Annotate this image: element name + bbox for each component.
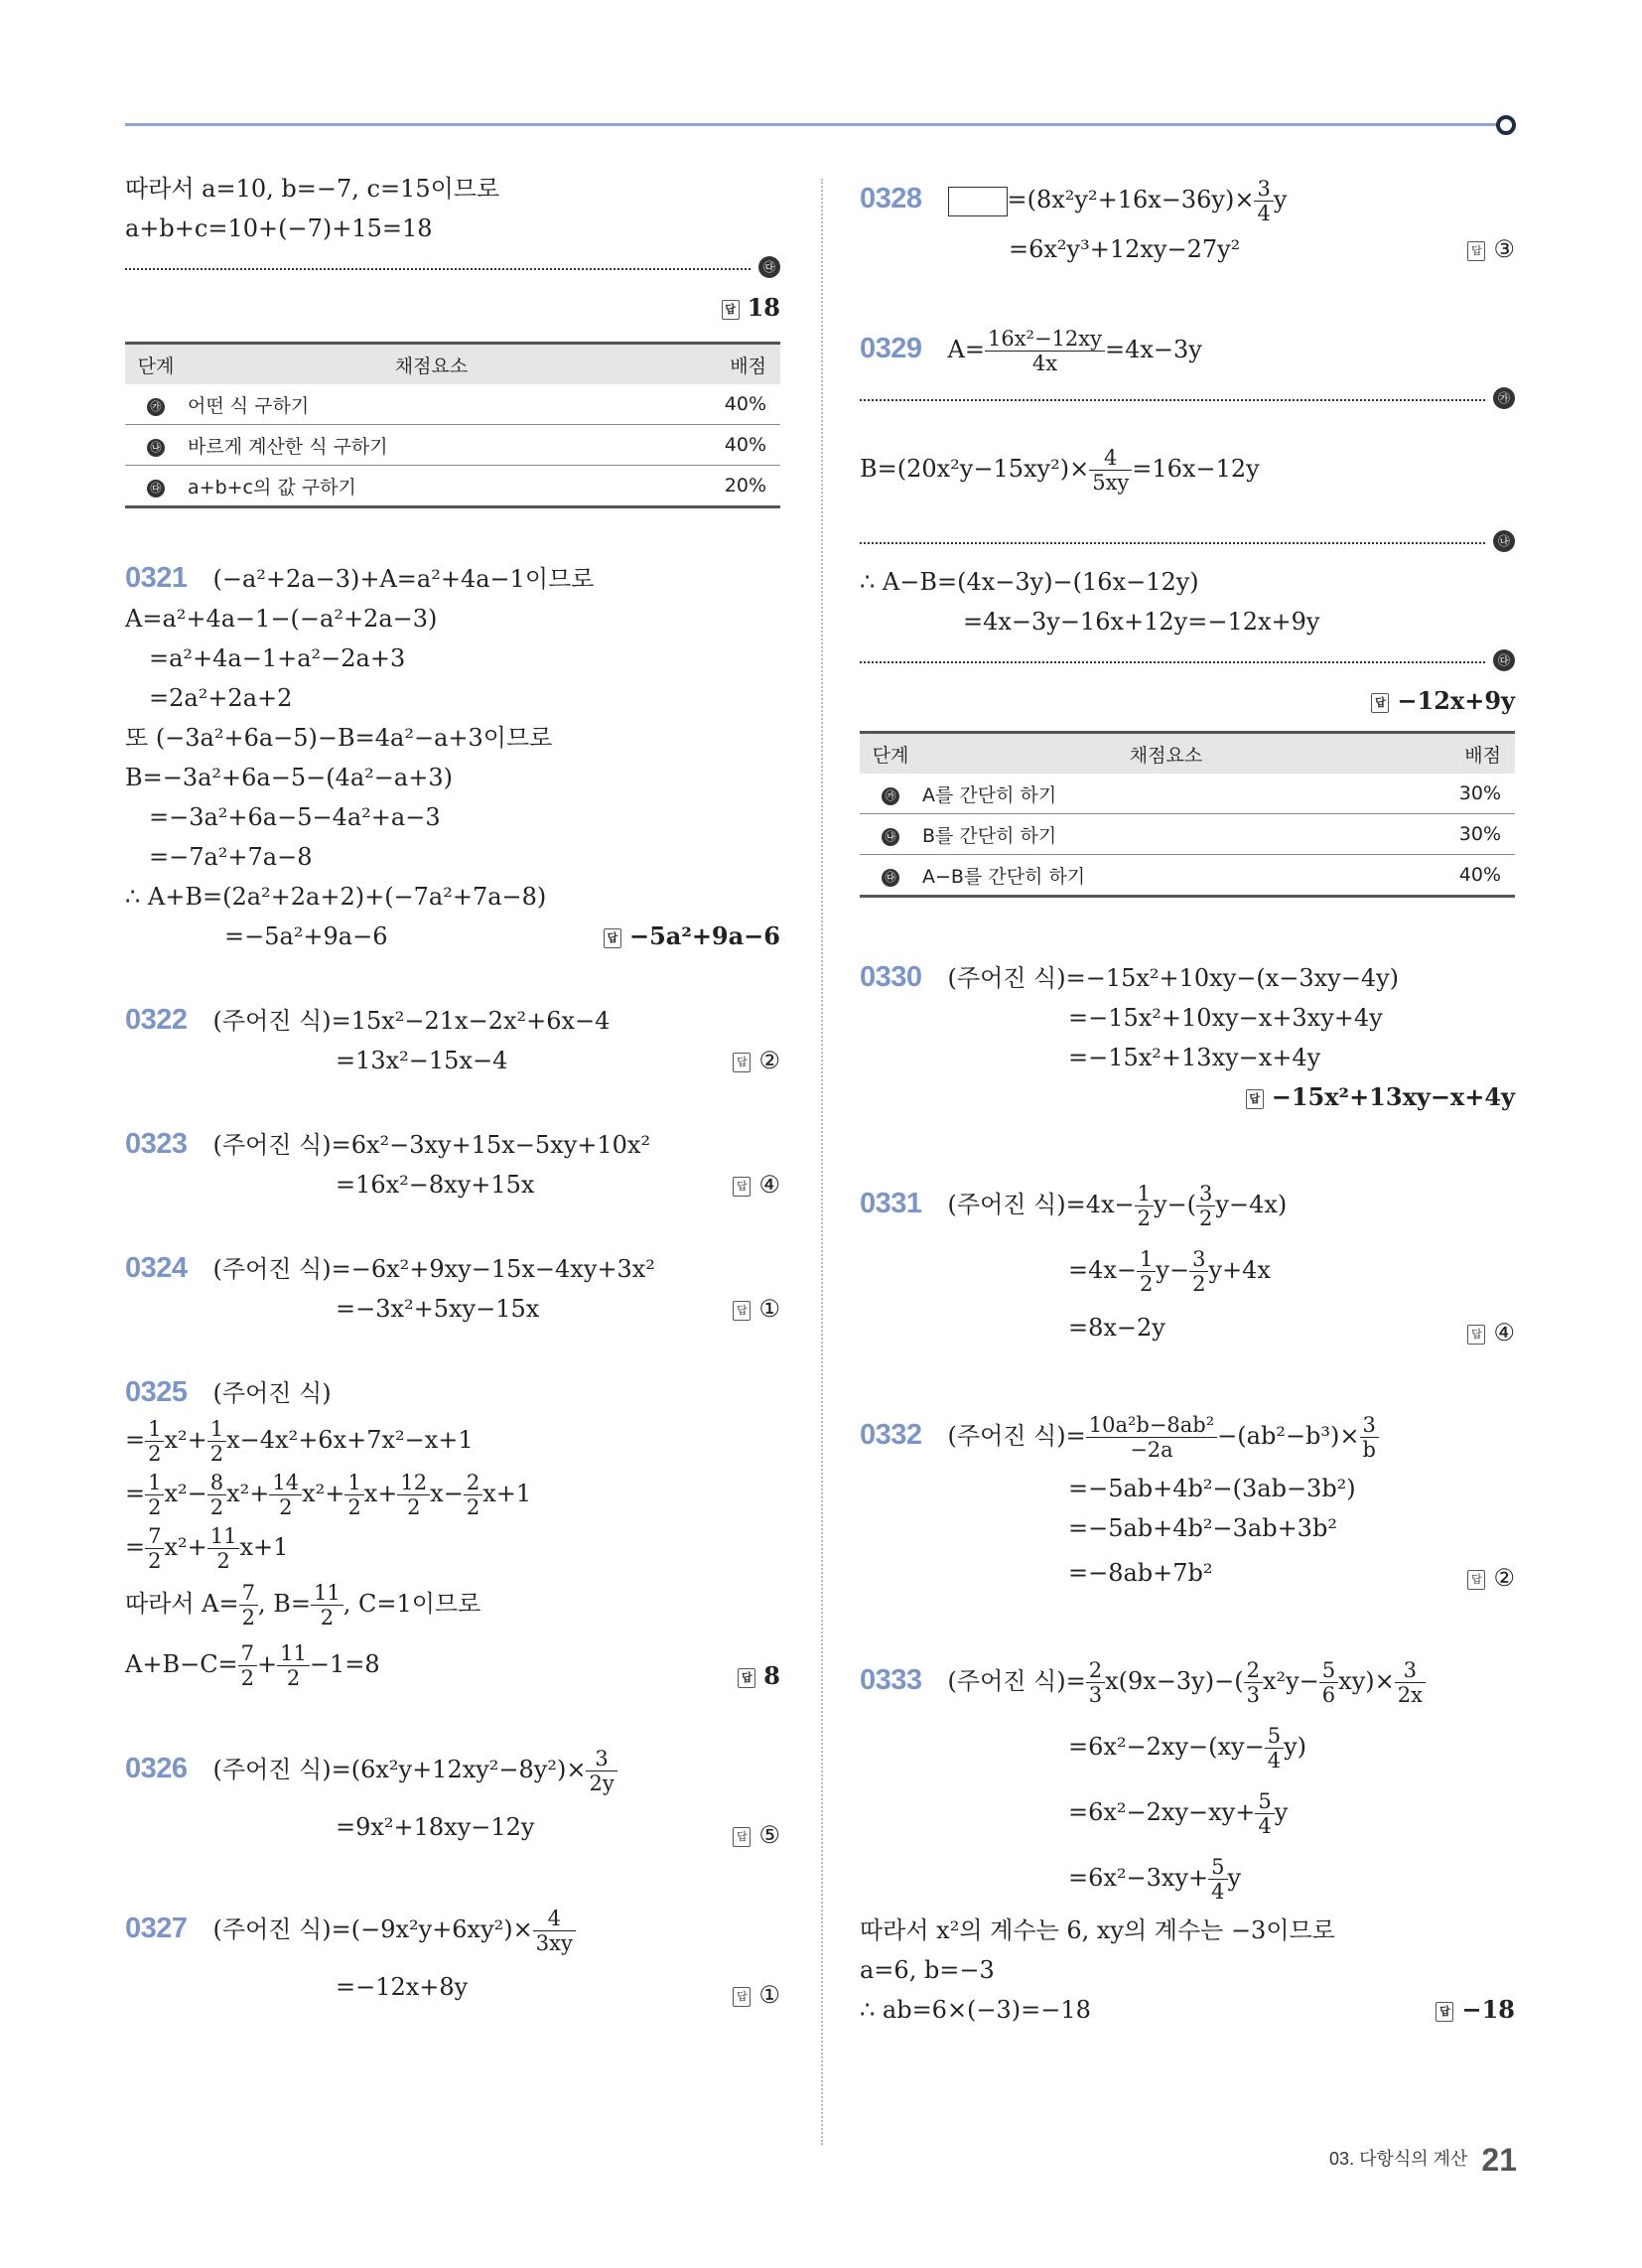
table-header-step: 단계	[125, 344, 187, 385]
problem-number: 0321	[125, 562, 188, 594]
column-divider	[821, 179, 823, 2145]
answer-0326: 답 ⑤	[733, 1807, 780, 1863]
problem-0328: 0328 =(8x²y²+16x−36y)× $\frac{3}{4}$ y	[860, 177, 1288, 225]
right-column	[860, 169, 1515, 2030]
solution-line: A+B−C= $\frac{7}{2}$ + $\frac{11}{2}$ −1=8 답 8	[125, 1633, 780, 1695]
answer-0329: 답 −12x+9y	[1371, 681, 1515, 721]
solution-line: =−5a²+9a−6 답 −5a²+9a−6	[125, 917, 780, 956]
solution-line: =6x²−2xy−xy+ $\frac{5}{4}$ y	[1068, 1789, 1289, 1838]
solution-line: =6x²−3xy+ $\frac{5}{4}$ y	[1068, 1855, 1242, 1904]
problem-0333: 0333 (주어진 식)= $\frac{2}{3}$ x(9x−3y)−( $\frac{2}{3}$ x²y− $\frac{5}{6}$ xy)× $\frac{3}{2x}$	[860, 1647, 1515, 1714]
solution-line: 따라서 A= $\frac{7}{2}$ , B= $\frac{11}{2}$ , C=1이므로	[125, 1581, 481, 1630]
solution-line: = $\frac{7}{2}$ x²+ $\frac{11}{2}$ x+1	[125, 1524, 289, 1573]
intro-answer: 답 18	[722, 288, 780, 328]
table-header-item: 채점요소	[187, 344, 676, 385]
problem-0332: 0332 (주어진 식)= $\frac{\text{10a²b−8ab²}}{-2a}$ −(ab²−b³)× $\frac{3}{b}$	[860, 1402, 1515, 1469]
problem-0321: 0321 (−a²+2a−3)+A=a²+4a−1이므로	[125, 562, 595, 594]
solution-line: ∴ A+B=(2a²+2a+2)+(−7a²+7a−8)	[125, 883, 547, 911]
grading-table-1	[125, 342, 780, 508]
answer-0324: 답 ①	[733, 1289, 780, 1329]
page-footer	[1329, 2142, 1517, 2179]
page-number: 21	[1481, 2142, 1517, 2178]
top-rule	[125, 123, 1505, 126]
solution-line: ∴ ab=6×(−3)=−18 답 −18	[860, 1990, 1515, 2030]
answer-0321: 답 −5a²+9a−6	[604, 917, 780, 956]
solution-line: 또 (−3a²+6a−5)−B=4a²−a+3이므로	[125, 724, 553, 752]
table-row: ㉯ 바르게 계산한 식 구하기 40%	[125, 425, 780, 466]
solution-line: A=a²+4a−1−(−a²+2a−3)	[125, 605, 438, 633]
problem-0331: 0331 (주어진 식)=4x− $\frac{1}{2}$ y−( $\frac{3}{2}$ y−4x)	[860, 1182, 1288, 1230]
problem-0324: 0324 (주어진 식)=−6x²+9xy−15x−4xy+3x²	[125, 1252, 655, 1284]
problem-0323: 0323 (주어진 식)=6x²−3xy+15x−5xy+10x²	[125, 1128, 651, 1160]
solution-line: B=(20x²y−15xy²)× $\frac{4}{5xy}$ =16x−12y	[860, 446, 1260, 495]
answer-0327: 답 ①	[733, 1967, 780, 2023]
solution-line: =−5ab+4b²−3ab+3b²	[1068, 1514, 1337, 1542]
table-row: ㉮ A를 간단히 하기 30%	[860, 774, 1515, 814]
step-separator: ㉯	[860, 522, 1515, 562]
solution-line: = $\frac{1}{2}$ x²+ $\frac{1}{2}$ x−4x²+6x+7x²−x+1	[125, 1417, 474, 1466]
answer-0330: 답 −15x²+13xy−x+4y	[1246, 1077, 1515, 1117]
left-column	[125, 169, 780, 2015]
chapter-title: 03. 다항식의 계산	[1329, 2148, 1468, 2169]
solution-line: =−12x+8y 답 ①	[125, 1959, 780, 2015]
intro-line-2: a+b+c=10+(−7)+15=18	[125, 214, 433, 242]
solution-line: =−3x²+5xy−15x 답 ①	[125, 1289, 780, 1329]
problem-0327: 0327 (주어진 식)=(−9x²y+6xy²)× $\frac{4}{3xy}$	[125, 1899, 780, 1959]
solution-line: =a²+4a−1+a²−2a+3	[149, 644, 406, 672]
solution-line: =−15x²+13xy−x+4y	[1068, 1044, 1321, 1071]
solution-line: B=−3a²+6a−5−(4a²−a+3)	[125, 764, 453, 791]
solution-line: =9x²+18xy−12y 답 ⑤	[125, 1799, 780, 1855]
problem-0322: 0322 (주어진 식)=15x²−21x−2x²+6x−4	[125, 1004, 611, 1036]
answer-0331: 답 ④	[1467, 1308, 1515, 1357]
solution-line: =−15x²+10xy−x+3xy+4y	[1068, 1004, 1383, 1032]
answer-0322: 답 ②	[733, 1041, 780, 1080]
answer-0332: 답 ②	[1467, 1553, 1515, 1603]
problem-0326: 0326 (주어진 식)=(6x²y+12xy²−8y²)× $\frac{3}{2y}$	[125, 1739, 780, 1799]
table-row: ㉰ A−B를 간단히 하기 40%	[860, 855, 1515, 897]
solution-line: =−8ab+7b² 답 ②	[860, 1548, 1515, 1598]
table-row: ㉮ 어떤 식 구하기 40%	[125, 384, 780, 425]
solution-line: ∴ A−B=(4x−3y)−(16x−12y)	[860, 568, 1199, 596]
solution-line: =4x−3y−16x+12y=−12x+9y	[963, 608, 1320, 636]
answer-0328: 답 ③	[1467, 229, 1515, 269]
step-separator: ㉰	[860, 641, 1515, 681]
step-separator: ㉮	[860, 379, 1515, 419]
solution-line: =6x²y³+12xy−27y² 답 ③	[860, 229, 1515, 269]
answer-icon: 답	[722, 300, 740, 320]
problem-0329: 0329 A= $\frac{\text{16x²−12xy}}{4x}$ =4x−3y	[860, 327, 1202, 375]
table-row: ㉯ B를 간단히 하기 30%	[860, 814, 1515, 855]
solution-line: =−5ab+4b²−(3ab−3b²)	[1068, 1475, 1356, 1502]
solution-line: a=6, b=−3	[860, 1956, 995, 1984]
intro-line-1: 따라서 a=10, b=−7, c=15이므로	[125, 175, 500, 203]
table-header-score: 배점	[676, 344, 780, 385]
step-separator	[125, 248, 780, 288]
grading-table-2: 단계 채점요소 배점 ㉮ A를 간단히 하기 30% ㉯ B를 간단히 하기 30% ㉰ A−B를 간단히 하기 40%	[860, 731, 1515, 898]
answer-row	[860, 681, 1515, 725]
solution-line: 따라서 x²의 계수는 6, xy의 계수는 −3이므로	[860, 1916, 1335, 1944]
solution-line: =16x²−8xy+15x 답 ④	[125, 1165, 780, 1205]
blank-box	[948, 187, 1008, 216]
solution-line: =−7a²+7a−8	[149, 843, 313, 871]
solution-line: =6x²−2xy−(xy− $\frac{5}{4}$ y)	[1068, 1724, 1306, 1772]
answer-0333: 답 −18	[1436, 1990, 1515, 2030]
solution-line: =13x²−15x−4 답 ②	[125, 1041, 780, 1080]
step-mark-3: ㉰	[758, 256, 780, 278]
solution-line: =4x− $\frac{1}{2}$ y− $\frac{3}{2}$ y+4x	[1068, 1247, 1271, 1296]
table-row: ㉰ a+b+c의 값 구하기 20%	[125, 466, 780, 507]
solution-line: =8x−2y 답 ④	[860, 1303, 1515, 1352]
problem-0330: 0330 (주어진 식)=−15x²+10xy−(x−3xy−4y)	[860, 961, 1400, 993]
solution-line: =−3a²+6a−5−4a²+a−3	[149, 803, 441, 831]
solution-line: = $\frac{1}{2}$ x²− $\frac{8}{2}$ x²+ $\frac{14}{2}$ x²+ $\frac{1}{2}$ x+ $\frac{12}{2}$ x− $\frac{2}{2}$ x+1	[125, 1471, 532, 1519]
answer-0323: 답 ④	[733, 1165, 780, 1205]
solution-line: =2a²+2a+2	[149, 684, 293, 712]
top-rule-dot	[1496, 115, 1516, 135]
answer-row	[860, 1077, 1515, 1121]
answer-0325: 답 8	[738, 1645, 780, 1707]
intro-answer-row	[125, 288, 780, 332]
problem-0325: 0325 (주어진 식)	[125, 1376, 332, 1408]
